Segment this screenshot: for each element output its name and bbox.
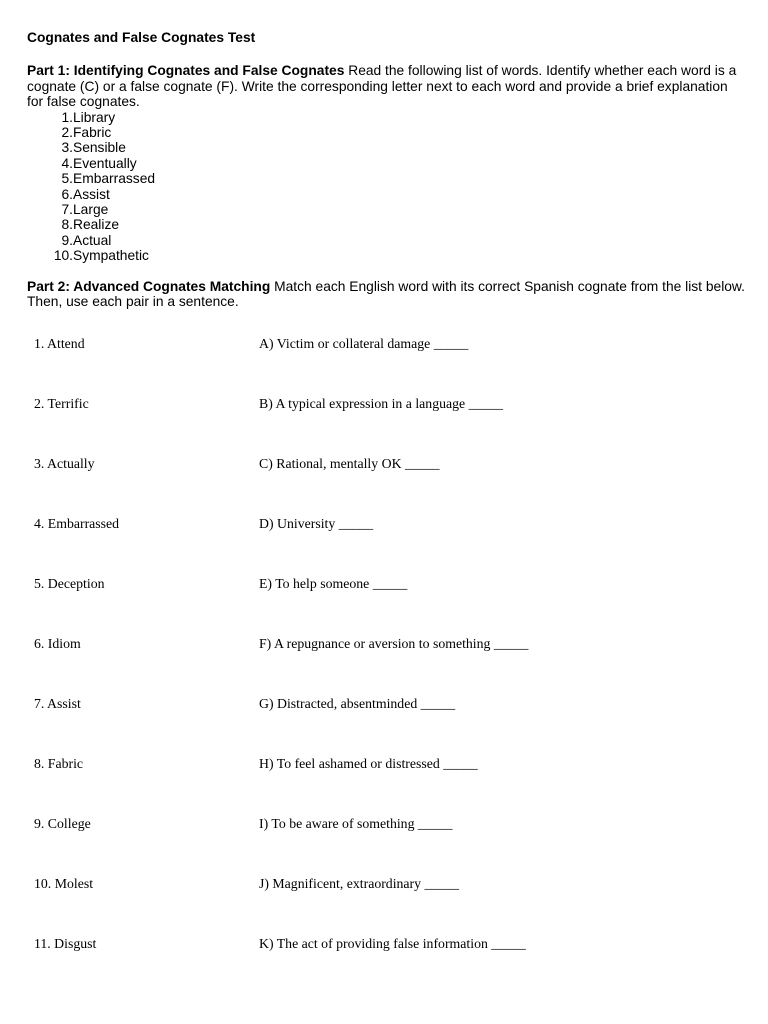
table-row (34, 456, 734, 516)
table-row (34, 696, 734, 756)
english-word: 9. College (34, 816, 91, 831)
list-item (27, 110, 747, 125)
english-word: 2. Terrific (34, 396, 89, 411)
list-item (27, 248, 747, 263)
document-title: Cognates and False Cognates Test (27, 30, 256, 45)
english-word: 4. Embarrassed (34, 516, 120, 531)
definition-option: D) University _____ (259, 516, 374, 531)
english-word: 8. Fabric (34, 756, 84, 771)
definition-option: H) To feel ashamed or distressed _____ (259, 756, 478, 771)
list-item-number: 4. (61, 155, 73, 171)
definition-option: J) Magnificent, extraordinary _____ (259, 876, 459, 891)
part2-heading: Part 2: Advanced Cognates Matching (27, 278, 271, 294)
list-item-number: 8. (61, 217, 73, 233)
part1-section (27, 63, 747, 263)
list-item-number: 10. (53, 248, 73, 264)
table-row (34, 396, 734, 456)
list-item (27, 202, 747, 217)
list-item-word: Large (73, 202, 109, 218)
list-item (27, 156, 747, 171)
list-item-word: Eventually (73, 155, 137, 171)
list-item-word: Fabric (73, 125, 112, 141)
definition-option: C) Rational, mentally OK _____ (259, 456, 440, 471)
part1-intro (27, 63, 747, 109)
list-item (27, 233, 747, 248)
definition-option: A) Victim or collateral damage _____ (259, 336, 469, 351)
english-word: 11. Disgust (34, 936, 97, 951)
table-row (34, 936, 734, 996)
part2-instructions: Match each English word with its correct Spanish cognate from the list below. Then, use each pair in a sentence. (27, 278, 745, 310)
document-page (27, 30, 747, 310)
english-word: 7. Assist (34, 696, 81, 711)
list-item-word: Actual (73, 232, 112, 248)
definition-option: G) Distracted, absentminded _____ (259, 696, 456, 711)
table-row (34, 336, 734, 396)
part2-section (27, 279, 747, 310)
part1-word-list (27, 110, 747, 264)
definition-option: I) To be aware of something _____ (259, 816, 453, 831)
table-row (34, 516, 734, 576)
list-item-word: Embarrassed (73, 171, 156, 187)
list-item-number: 1. (61, 109, 73, 125)
table-row (34, 816, 734, 876)
table-row (34, 876, 734, 936)
matching-table (34, 336, 734, 996)
table-row (34, 576, 734, 636)
list-item-number: 6. (61, 186, 73, 202)
list-item-word: Sensible (73, 140, 126, 156)
list-item (27, 171, 747, 186)
list-item-number: 5. (61, 171, 73, 187)
english-word: 5. Deception (34, 576, 105, 591)
definition-option: E) To help someone _____ (259, 576, 408, 591)
table-row (34, 756, 734, 816)
list-item-word: Realize (73, 217, 120, 233)
part1-heading: Part 1: Identifying Cognates and False Cognates (27, 63, 345, 79)
definition-option: F) A repugnance or aversion to something _____ (259, 636, 529, 651)
list-item (27, 187, 747, 202)
part2-intro (27, 279, 747, 310)
english-word: 10. Molest (34, 876, 94, 891)
part1-instructions: Read the following list of words. Identify whether each word is a cognate (C) or a false cognate (F). Write the corresponding letter next to each word and provide a brief explanation for false cognates. (27, 63, 737, 110)
definition-option: B) A typical expression in a language _____ (259, 396, 504, 411)
list-item (27, 217, 747, 232)
list-item-number: 3. (61, 140, 73, 156)
list-item-word: Assist (73, 186, 110, 202)
list-item-number: 7. (61, 202, 73, 218)
english-word: 3. Actually (34, 456, 95, 471)
list-item (27, 125, 747, 140)
definition-option: K) The act of providing false information _____ (259, 936, 526, 951)
list-item-number: 2. (61, 125, 73, 141)
list-item-number: 9. (61, 232, 73, 248)
table-row (34, 636, 734, 696)
english-word: 6. Idiom (34, 636, 81, 651)
list-item (27, 140, 747, 155)
list-item-word: Library (73, 109, 116, 125)
list-item-word: Sympathetic (73, 248, 149, 264)
english-word: 1. Attend (34, 336, 85, 351)
